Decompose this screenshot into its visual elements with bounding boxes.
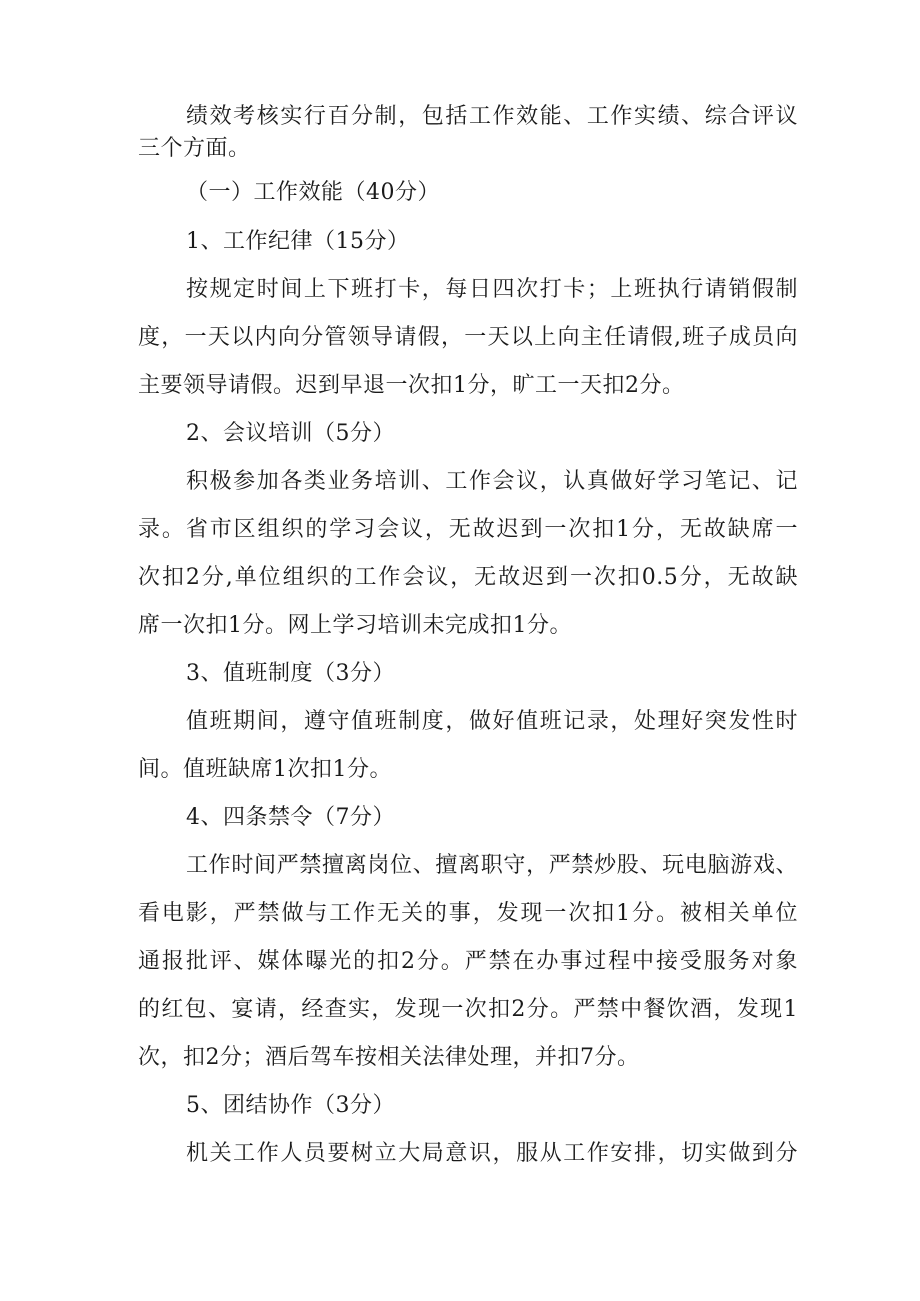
subsection-heading: 2、会议培训（5分） bbox=[186, 421, 395, 446]
paragraph-line: 度，一天以内向分管领导请假，一天以上向主任请假,班子成员向 bbox=[138, 325, 798, 350]
paragraph-line: 看电影，严禁做与工作无关的事，发现一次扣1分。被相关单位 bbox=[138, 901, 798, 926]
paragraph-line: 三个方面。 bbox=[138, 136, 251, 161]
paragraph-line: 积极参加各类业务培训、工作会议，认真做好学习笔记、记 bbox=[186, 469, 798, 494]
paragraph-line: 间。值班缺席1次扣1分。 bbox=[138, 757, 392, 782]
subsection-heading: 4、四条禁令（7分） bbox=[186, 805, 395, 830]
paragraph-line: 次，扣2分；酒后驾车按相关法律处理，并扣7分。 bbox=[138, 1045, 640, 1070]
section-heading: （一）工作效能（40分） bbox=[186, 180, 440, 205]
paragraph-line: 主要领导请假。迟到早退一次扣1分，旷工一天扣2分。 bbox=[138, 373, 685, 398]
paragraph-line: 机关工作人员要树立大局意识，服从工作安排，切实做到分 bbox=[186, 1141, 798, 1166]
subsection-heading: 5、团结协作（3分） bbox=[186, 1093, 395, 1118]
paragraph-line: 按规定时间上下班打卡，每日四次打卡；上班执行请销假制 bbox=[186, 277, 798, 302]
paragraph-line: 次扣2分,单位组织的工作会议，无故迟到一次扣0.5分，无故缺 bbox=[138, 565, 798, 590]
paragraph-line: 录。省市区组织的学习会议，无故迟到一次扣1分，无故缺席一 bbox=[138, 517, 798, 542]
paragraph-line: 值班期间，遵守值班制度，做好值班记录，处理好突发性时 bbox=[186, 709, 798, 734]
paragraph-line: 通报批评、媒体曝光的扣2分。严禁在办事过程中接受服务对象 bbox=[138, 949, 798, 974]
subsection-heading: 1、工作纪律（15分） bbox=[186, 229, 410, 254]
paragraph-line: 的红包、宴请，经查实，发现一次扣2分。严禁中餐饮酒，发现1 bbox=[138, 997, 798, 1022]
paragraph-line: 工作时间严禁擅离岗位、擅离职守，严禁炒股、玩电脑游戏、 bbox=[186, 853, 798, 878]
subsection-heading: 3、值班制度（3分） bbox=[186, 661, 395, 686]
paragraph-line: 绩效考核实行百分制，包括工作效能、工作实绩、综合评议 bbox=[186, 104, 798, 129]
paragraph-line: 席一次扣1分。网上学习培训未完成扣1分。 bbox=[138, 613, 572, 638]
